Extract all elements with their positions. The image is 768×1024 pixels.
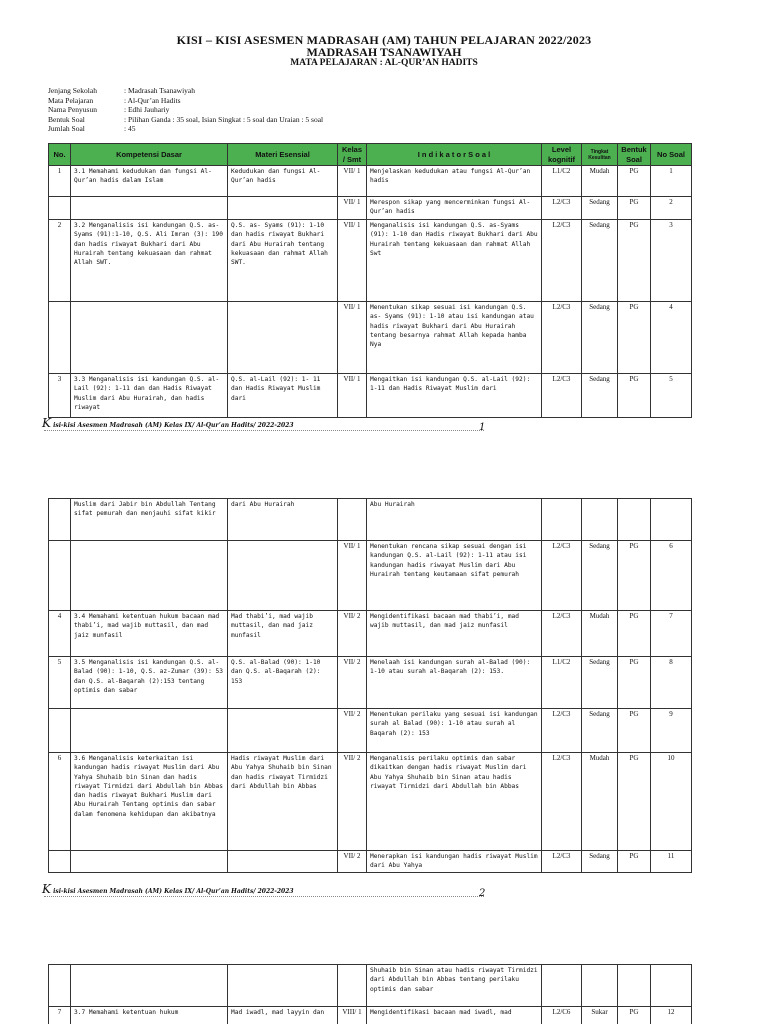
- cell-nosoal: 2: [651, 197, 692, 220]
- meta-key: Mata Pelajaran: [48, 95, 94, 105]
- table-row: [49, 541, 692, 611]
- cell-bentuk: PG: [618, 611, 651, 657]
- cell-no: 7: [49, 1007, 71, 1024]
- cell-kelas: VII/ 2: [338, 851, 367, 873]
- cell-nosoal: 12: [651, 1007, 692, 1024]
- table-row: [49, 851, 692, 873]
- cell-materi: dari Abu Hurairah: [228, 499, 338, 541]
- cell-nosoal: 8: [651, 657, 692, 709]
- cell-ind: Mengidentifikasi bacaan mad iwadl, mad: [367, 1007, 542, 1024]
- meta-key: Jenjang Sekolah: [48, 86, 97, 95]
- cell-materi: Hadis riwayat Muslim dari Abu Yahya Shuhaib bin Sinan dan hadis riwayat Tirmidzi dari Abdullah bin Abbas: [228, 753, 338, 851]
- cell-materi: Q.S. al-Balad (90): 1-10 dan Q.S. al-Baqarah (2): 153: [228, 657, 338, 709]
- cell-tingkat: Sedang: [582, 541, 618, 611]
- cell-no: 4: [49, 611, 71, 657]
- cell-tingkat: Mudah: [582, 753, 618, 851]
- cell-tingkat: Sedang: [582, 197, 618, 220]
- meta-key: Jumlah Soal: [48, 124, 85, 133]
- meta-row: [48, 105, 323, 115]
- doc-meta: [48, 86, 323, 134]
- cell-level: L2/C3: [542, 374, 582, 418]
- cell-ind: Menentukan sikap sesuai isi kandungan Q.S. as- Syams (91): 1-10 atau isi kandungan atau hadis riwayat Bukhari dari Abu Hurairah tentang besarnya rahmat Allah kepada hamba Nya: [367, 302, 542, 374]
- cell-level: L2/C3: [542, 611, 582, 657]
- cell-kd: [71, 709, 228, 753]
- page-number: 2: [479, 888, 486, 899]
- table-row: [49, 709, 692, 753]
- cell-ind: Menelaah isi kandungan surah al-Balad (90): 1-10 atau surah al-Baqarah (2): 153.: [367, 657, 542, 709]
- cell-kd: 3.4 Memahami ketentuan hukum bacaan mad thabi’i, mad wajib muttasil, dan mad jaiz munfasil: [71, 611, 228, 657]
- cell-kd: 3.6 Menganalisis keterkaitan isi kandungan hadis riwayat Muslim dari Abu Yahya Shuhaib bin Sinan dan hadis riwayat Tirmidzi dari Abdullah bin Abbas dan hadis riwayat Bukhari Muslim dari Abu Hurairah Tentang optimis dan sabar dalam fenomena kehidupan dan akibatnya: [71, 753, 228, 851]
- cell-level: [542, 965, 582, 1007]
- table-row: [49, 220, 692, 302]
- cell-tingkat: Sedang: [582, 374, 618, 418]
- cell-kelas: VII/ 1: [338, 374, 367, 418]
- cell-kd: [71, 302, 228, 374]
- table-row: [49, 753, 692, 851]
- cell-level: L2/C3: [542, 709, 582, 753]
- cell-materi: Mad thabi’i, mad wajib muttasil, dan mad jaiz munfasil: [228, 611, 338, 657]
- cell-level: L2/C3: [542, 851, 582, 873]
- cell-level: [542, 499, 582, 541]
- cell-nosoal: 5: [651, 374, 692, 418]
- cell-tingkat: [582, 965, 618, 1007]
- cell-kd: Muslim dari Jabir bin Abdullah Tentang sifat pemurah dan menjauhi sifat kikir: [71, 499, 228, 541]
- cell-tingkat: Sedang: [582, 220, 618, 302]
- cell-nosoal: 3: [651, 220, 692, 302]
- cell-kelas: VII/ 1: [338, 197, 367, 220]
- cell-materi: Mad iwadl, mad layyin dan: [228, 1007, 338, 1024]
- cell-kd: 3.5 Menganalisis isi kandungan Q.S. al-Balad (90): 1-10, Q.S. az-Zumar (39): 53 dan Q.S. al-Baqarah (2):153 tentang optimis dan sabar: [71, 657, 228, 709]
- cell-kelas: VII/ 1: [338, 220, 367, 302]
- cell-materi: [228, 965, 338, 1007]
- cell-no: [49, 965, 71, 1007]
- cell-level: L2/C3: [542, 753, 582, 851]
- cell-nosoal: [651, 965, 692, 1007]
- kisi-table-page-2: [48, 498, 692, 873]
- doc-subtitle: MADRASAH TSANAWIYAH: [306, 45, 462, 59]
- cell-tingkat: Mudah: [582, 166, 618, 197]
- cell-kelas: VII/ 1: [338, 166, 367, 197]
- meta-row: [48, 86, 323, 96]
- cell-nosoal: 11: [651, 851, 692, 873]
- cell-ind: Menentukan rencana sikap sesuai dengan isi kandungan Q.S. al-Lail (92): 1-11 atau isi kandungan hadis riwayat Muslim dari Abu Hurairah tentang keutamaan sifat pemurah: [367, 541, 542, 611]
- table-row: [49, 499, 692, 541]
- cell-level: L2/C3: [542, 197, 582, 220]
- page-number: 1: [479, 422, 486, 433]
- table-row: [49, 1007, 692, 1024]
- footer-initial: K: [42, 882, 51, 896]
- meta-value: : 45: [124, 124, 136, 133]
- cell-no: [49, 709, 71, 753]
- kisi-table-page-3: [48, 964, 692, 1024]
- meta-row: [48, 96, 323, 106]
- cell-ind: Menganalisis perilaku optimis dan sabar dikaitkan dengan hadis riwayat Muslim dari Abu Yahya Shuhaib bin Sinan atau hadis riwayat Tirmidzi dari Abdullah bin Abbas: [367, 753, 542, 851]
- col-no: No.: [49, 144, 71, 166]
- cell-no: 2: [49, 220, 71, 302]
- table-row: [49, 302, 692, 374]
- cell-materi: [228, 197, 338, 220]
- cell-tingkat: [582, 499, 618, 541]
- cell-tingkat: Sedang: [582, 709, 618, 753]
- cell-level: L1/C2: [542, 657, 582, 709]
- cell-materi: [228, 302, 338, 374]
- page-footer-2: [42, 882, 492, 899]
- meta-value: : Pilihan Ganda : 35 soal, Isian Singkat : 5 soal dan Uraian : 5 soal: [124, 114, 324, 124]
- col-tingkat: Tingkat Kesulitan: [582, 144, 618, 166]
- cell-bentuk: PG: [618, 851, 651, 873]
- meta-key: Nama Penyusun: [48, 105, 97, 114]
- cell-no: [49, 851, 71, 873]
- cell-kelas: VII/ 1: [338, 541, 367, 611]
- col-nosoal: No Soal: [651, 144, 692, 166]
- cell-materi: [228, 541, 338, 611]
- cell-no: 5: [49, 657, 71, 709]
- cell-no: 6: [49, 753, 71, 851]
- cell-bentuk: PG: [618, 302, 651, 374]
- cell-level: L2/C6: [542, 1007, 582, 1024]
- footer-rule: [44, 896, 484, 897]
- cell-bentuk: PG: [618, 657, 651, 709]
- cell-bentuk: PG: [618, 220, 651, 302]
- meta-value: : Al-Qur’an Hadits: [124, 95, 181, 105]
- cell-bentuk: PG: [618, 709, 651, 753]
- cell-kelas: VII/ 2: [338, 657, 367, 709]
- table-row: [49, 657, 692, 709]
- cell-materi: Q.S. al-Lail (92): 1- 11 dan Hadis Riwayat Muslim dari: [228, 374, 338, 418]
- cell-ind: Merespon sikap yang mencerminkan fungsi Al-Qur’an hadis: [367, 197, 542, 220]
- cell-bentuk: [618, 965, 651, 1007]
- cell-level: L2/C3: [542, 302, 582, 374]
- cell-bentuk: PG: [618, 197, 651, 220]
- cell-ind: Menganalisis isi kandungan Q.S. as-Syams (91): 1-10 dan Hadis riwayat Bukhari dari Abu Hurairah tentang kekuasaan dan rahmat Allah Swt: [367, 220, 542, 302]
- col-level: Level kognitif: [542, 144, 582, 166]
- cell-no: [49, 499, 71, 541]
- cell-kd: 3.2 Menganalisis isi kandungan Q.S. as- Syams (91):1-10, Q.S. Ali Imran (3): 190 dan hadis riwayat Bukhari dari Abu Hurairah tentang kekuasaan dan rahmat Allah SWT.: [71, 220, 228, 302]
- cell-materi: Q.S. as- Syams (91): 1-10 dan hadis riwayat Bukhari dari Abu Hurairah tentang kekuasaan dan rahmat Allah SWT.: [228, 220, 338, 302]
- cell-no: [49, 302, 71, 374]
- cell-kd: [71, 965, 228, 1007]
- cell-tingkat: Sedang: [582, 657, 618, 709]
- cell-level: L2/C3: [542, 220, 582, 302]
- footer-initial: K: [42, 416, 51, 430]
- cell-level: L1/C2: [542, 166, 582, 197]
- cell-tingkat: Sukar: [582, 1007, 618, 1024]
- cell-nosoal: 4: [651, 302, 692, 374]
- kisi-table-page-1: [48, 143, 692, 418]
- cell-bentuk: PG: [618, 374, 651, 418]
- cell-bentuk: [618, 499, 651, 541]
- table-row: [49, 197, 692, 220]
- cell-materi: [228, 851, 338, 873]
- cell-nosoal: [651, 499, 692, 541]
- doc-title: KISI – KISI ASESMEN MADRASAH (AM) TAHUN PELAJARAN 2022/2023: [176, 33, 592, 47]
- cell-nosoal: 10: [651, 753, 692, 851]
- cell-kelas: VII/ 1: [338, 302, 367, 374]
- cell-kelas: [338, 499, 367, 541]
- cell-kd: 3.3 Menganalisis isi kandungan Q.S. al-Lail (92): 1-11 dan dan Hadis Riwayat Muslim dari Abu Hurairah, dan hadis riwayat: [71, 374, 228, 418]
- cell-tingkat: Mudah: [582, 611, 618, 657]
- cell-no: 1: [49, 166, 71, 197]
- cell-bentuk: PG: [618, 541, 651, 611]
- meta-row: [48, 115, 323, 125]
- cell-ind: Mengaitkan isi kandungan Q.S. al-Lail (92): 1-11 dan Hadis Riwayat Muslim dari: [367, 374, 542, 418]
- table-row: [49, 611, 692, 657]
- cell-nosoal: 7: [651, 611, 692, 657]
- cell-no: 3: [49, 374, 71, 418]
- cell-kelas: VII/ 2: [338, 709, 367, 753]
- footer-rule: [44, 430, 484, 431]
- cell-nosoal: 9: [651, 709, 692, 753]
- cell-bentuk: PG: [618, 166, 651, 197]
- cell-ind: Menjelaskan kedudukan atau fungsi Al-Qur’an hadis: [367, 166, 542, 197]
- cell-kd: [71, 541, 228, 611]
- col-indikator: I n d i k a t o r S o a l: [367, 144, 542, 166]
- cell-materi: [228, 709, 338, 753]
- cell-level: L2/C3: [542, 541, 582, 611]
- cell-ind: Shuhaib bin Sinan atau hadis riwayat Tirmidzi dari Abdullah bin Abbas tentang perilaku optimis dan sabar: [367, 965, 542, 1007]
- meta-value: : Edhi Jauhariy: [124, 105, 170, 114]
- cell-ind: Menerapkan isi kandungan hadis riwayat Muslim dari Abu Yahya: [367, 851, 542, 873]
- footer-text: isi-kisi Asesmen Madrasah (AM) Kelas IX/ Al-Qur’an Hadits/ 2022-2023: [53, 888, 294, 895]
- cell-kd: 3.1 Memahami kedudukan dan fungsi Al-Qur’an hadis dalam Islam: [71, 166, 228, 197]
- cell-kd: 3.7 Memahami ketentuan hukum: [71, 1007, 228, 1024]
- page-footer-1: [42, 416, 492, 433]
- cell-kd: [71, 851, 228, 873]
- cell-kelas: [338, 965, 367, 1007]
- table-row: [49, 965, 692, 1007]
- cell-bentuk: PG: [618, 753, 651, 851]
- meta-row: [48, 124, 323, 134]
- cell-ind: Menentukan perilaku yang sesuai isi kandungan surah al Balad (90): 1-10 atau surah al Baqarah (2): 153: [367, 709, 542, 753]
- cell-kelas: VII/ 2: [338, 753, 367, 851]
- meta-value: : Madrasah Tsanawiyah: [124, 86, 195, 95]
- cell-ind: Mengidentifikasi bacaan mad thabi’i, mad wajib muttasil, dan mad jaiz munfasil: [367, 611, 542, 657]
- cell-tingkat: Sedang: [582, 851, 618, 873]
- footer-text: isi-kisi Asesmen Madrasah (AM) Kelas IX/ Al-Qur’an Hadits/ 2022-2023: [53, 422, 294, 429]
- cell-materi: Kedudukan dan fungsi Al- Qur’an hadis: [228, 166, 338, 197]
- table-row: [49, 374, 692, 418]
- cell-ind: Abu Hurairah: [367, 499, 542, 541]
- cell-no: [49, 197, 71, 220]
- col-kelas: Kelas / Smt: [338, 144, 367, 166]
- cell-nosoal: 1: [651, 166, 692, 197]
- cell-kelas: VII/ 2: [338, 611, 367, 657]
- cell-bentuk: PG: [618, 1007, 651, 1024]
- col-bentuk: Bentuk Soal: [618, 144, 651, 166]
- cell-tingkat: Sedang: [582, 302, 618, 374]
- table-row: [49, 166, 692, 197]
- meta-key: Bentuk Soal: [48, 114, 85, 124]
- col-materi-esensial: Materi Esensial: [228, 144, 338, 166]
- doc-subject: MATA PELAJARAN : AL-QUR’AN HADITS: [290, 58, 478, 68]
- cell-nosoal: 6: [651, 541, 692, 611]
- cell-no: [49, 541, 71, 611]
- cell-kd: [71, 197, 228, 220]
- cell-kelas: VIII/ 1: [338, 1007, 367, 1024]
- col-kompetensi-dasar: Kompetensi Dasar: [71, 144, 228, 166]
